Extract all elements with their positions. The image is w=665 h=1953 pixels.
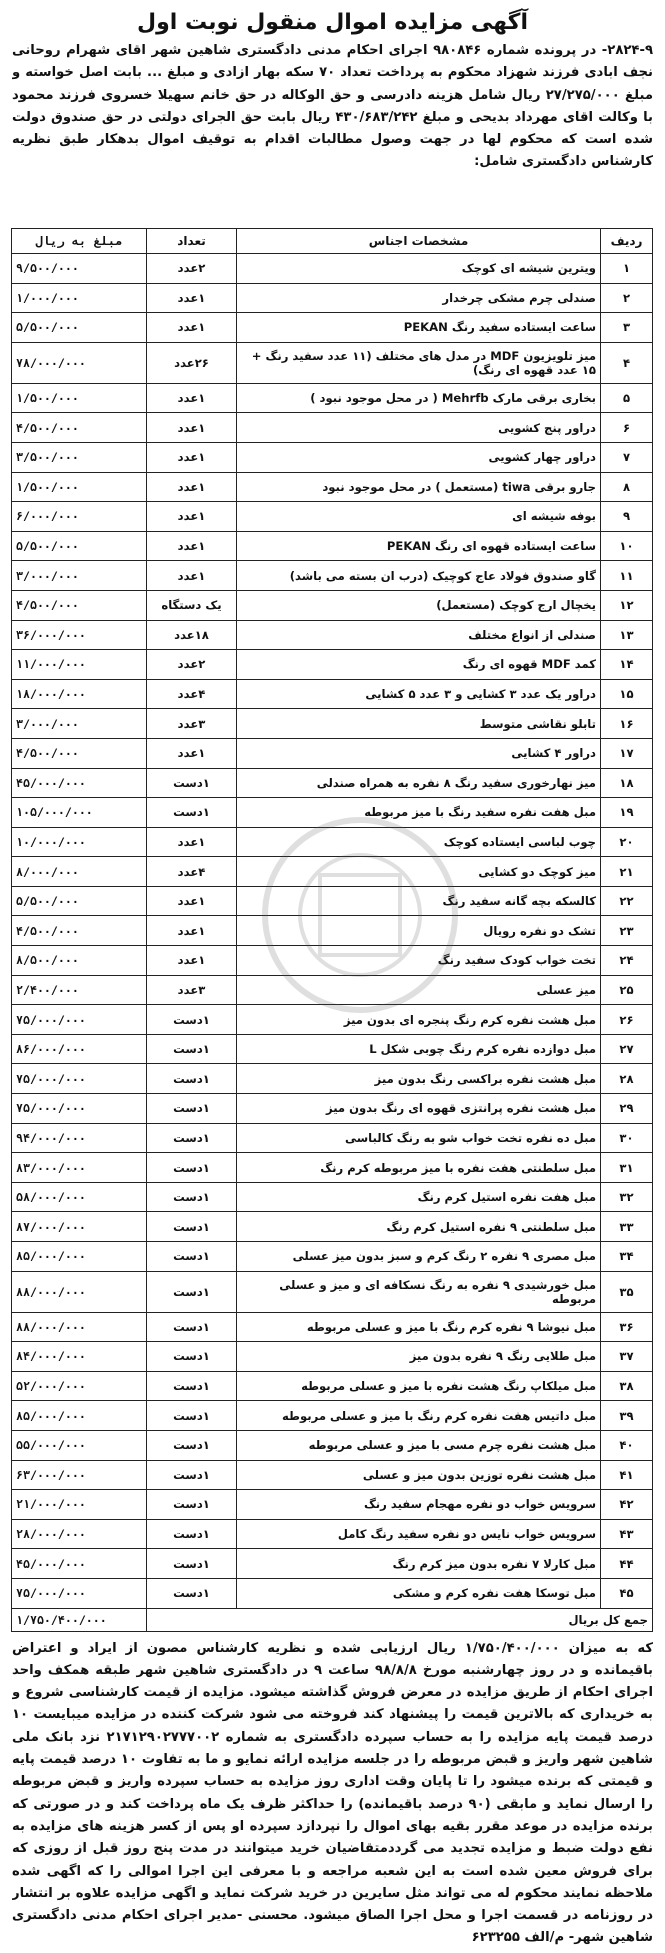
row-spec: تخت خواب کودک سفید رنگ: [237, 946, 601, 976]
row-price: ۹/۵۰۰/۰۰۰: [12, 254, 147, 284]
row-qty: ۱دست: [147, 1271, 237, 1312]
row-spec: صندلی چرم مشکی چرخدار: [237, 283, 601, 313]
row-number: ۲۳: [601, 916, 653, 946]
table-row: [12, 1064, 653, 1094]
row-number: ۴: [601, 342, 653, 383]
table-row: [12, 975, 653, 1005]
row-number: ۲۶: [601, 1005, 653, 1035]
row-number: ۱۴: [601, 650, 653, 680]
row-number: ۱۵: [601, 679, 653, 709]
row-qty: ۴عدد: [147, 857, 237, 887]
row-spec: یخچال ارج کوچک (مستعمل): [237, 590, 601, 620]
row-price: ۷۵/۰۰۰/۰۰۰: [12, 1094, 147, 1124]
row-price: ۴۵/۰۰۰/۰۰۰: [12, 1549, 147, 1579]
row-price: ۸/۵۰۰/۰۰۰: [12, 946, 147, 976]
row-price: ۲۸/۰۰۰/۰۰۰: [12, 1519, 147, 1549]
row-spec: تشک دو نفره رویال: [237, 916, 601, 946]
row-number: ۱۰: [601, 531, 653, 561]
table-row: [12, 1212, 653, 1242]
row-qty: ۱دست: [147, 1430, 237, 1460]
row-qty: ۳عدد: [147, 709, 237, 739]
row-price: ۱۱/۰۰۰/۰۰۰: [12, 650, 147, 680]
row-number: ۱۸: [601, 768, 653, 798]
row-number: ۸: [601, 472, 653, 502]
row-spec: میز عسلی: [237, 975, 601, 1005]
row-number: ۳۳: [601, 1212, 653, 1242]
row-qty: ۴عدد: [147, 679, 237, 709]
row-qty: ۱عدد: [147, 413, 237, 443]
row-price: ۳/۰۰۰/۰۰۰: [12, 561, 147, 591]
row-spec: مبل مصری ۹ نفره ۲ رنگ کرم و سبز بدون میز عسلی: [237, 1242, 601, 1272]
row-price: ۴/۵۰۰/۰۰۰: [12, 413, 147, 443]
row-qty: ۱دست: [147, 1123, 237, 1153]
row-qty: ۱دست: [147, 1212, 237, 1242]
table-header-row: [12, 229, 653, 254]
row-number: ۳: [601, 313, 653, 343]
row-price: ۸۵/۰۰۰/۰۰۰: [12, 1401, 147, 1431]
row-qty: یک دستگاه: [147, 590, 237, 620]
table-row: [12, 738, 653, 768]
row-number: ۳۹: [601, 1401, 653, 1431]
table-row: [12, 1342, 653, 1372]
row-qty: ۱عدد: [147, 946, 237, 976]
row-number: ۲: [601, 283, 653, 313]
row-price: ۷۵/۰۰۰/۰۰۰: [12, 1578, 147, 1608]
row-spec: میز تلویزیون MDF در مدل های مختلف (۱۱ عدد سفید رنگ + ۱۵ عدد قهوه ای رنگ): [237, 342, 601, 383]
row-spec: دراور یک عدد ۳ کشایی و ۳ عدد ۵ کشایی: [237, 679, 601, 709]
row-price: ۸۶/۰۰۰/۰۰۰: [12, 1034, 147, 1064]
row-qty: ۱دست: [147, 1460, 237, 1490]
table-row: [12, 442, 653, 472]
row-number: ۴۰: [601, 1430, 653, 1460]
table-row: [12, 1490, 653, 1520]
row-spec: مبل دوازده نفره کرم رنگ چوبی شکل L: [237, 1034, 601, 1064]
row-price: ۲/۴۰۰/۰۰۰: [12, 975, 147, 1005]
row-number: ۱۱: [601, 561, 653, 591]
table-row: [12, 254, 653, 284]
row-number: ۳۸: [601, 1371, 653, 1401]
row-number: ۷: [601, 442, 653, 472]
row-number: ۲۹: [601, 1094, 653, 1124]
row-spec: مبل سلطنتی هفت نفره با میز مربوطه کرم رنگ: [237, 1153, 601, 1183]
row-spec: میز کوچک دو کشایی: [237, 857, 601, 887]
table-row: [12, 1430, 653, 1460]
row-number: ۳۷: [601, 1342, 653, 1372]
row-number: ۴۳: [601, 1519, 653, 1549]
row-spec: جارو برقی tiwa (مستعمل ) در محل موجود نبود: [237, 472, 601, 502]
row-price: ۷۸/۰۰۰/۰۰۰: [12, 342, 147, 383]
table-row: [12, 709, 653, 739]
items-table: [11, 228, 653, 1632]
row-price: ۱/۰۰۰/۰۰۰: [12, 283, 147, 313]
row-qty: ۱دست: [147, 1005, 237, 1035]
row-price: ۱۰/۰۰۰/۰۰۰: [12, 827, 147, 857]
row-qty: ۳عدد: [147, 975, 237, 1005]
row-spec: مبل سلطنتی ۹ نفره استیل کرم رنگ: [237, 1212, 601, 1242]
row-spec: مبل هشت نفره براکسی رنگ بدون میز: [237, 1064, 601, 1094]
row-number: ۲۰: [601, 827, 653, 857]
row-qty: ۱دست: [147, 768, 237, 798]
row-number: ۲۵: [601, 975, 653, 1005]
row-price: ۷۵/۰۰۰/۰۰۰: [12, 1005, 147, 1035]
row-qty: ۱دست: [147, 1578, 237, 1608]
row-price: ۲۱/۰۰۰/۰۰۰: [12, 1490, 147, 1520]
row-spec: تابلو نقاشی متوسط: [237, 709, 601, 739]
row-qty: ۱دست: [147, 1094, 237, 1124]
row-price: ۴/۵۰۰/۰۰۰: [12, 916, 147, 946]
row-price: ۱۸/۰۰۰/۰۰۰: [12, 679, 147, 709]
row-qty: ۲۶عدد: [147, 342, 237, 383]
row-qty: ۱دست: [147, 1034, 237, 1064]
row-qty: ۱دست: [147, 1490, 237, 1520]
row-number: ۲۴: [601, 946, 653, 976]
table-row: [12, 531, 653, 561]
row-qty: ۱عدد: [147, 283, 237, 313]
header-qty: تعداد: [147, 229, 237, 254]
row-number: ۱۲: [601, 590, 653, 620]
row-spec: مبل توسکا هفت نفره کرم و مشکی: [237, 1578, 601, 1608]
row-spec: صندلی از انواع مختلف: [237, 620, 601, 650]
table-row: [12, 1401, 653, 1431]
table-row: [12, 1578, 653, 1608]
table-row: [12, 1094, 653, 1124]
row-price: ۱/۵۰۰/۰۰۰: [12, 383, 147, 413]
row-price: ۱/۵۰۰/۰۰۰: [12, 472, 147, 502]
table-row: [12, 472, 653, 502]
table-row: [12, 383, 653, 413]
total-value: ۱/۷۵۰/۴۰۰/۰۰۰: [12, 1608, 147, 1631]
row-spec: بوفه شیشه ای: [237, 502, 601, 532]
table-row: [12, 283, 653, 313]
row-price: ۵۲/۰۰۰/۰۰۰: [12, 1371, 147, 1401]
total-row: [12, 1608, 653, 1631]
header-row-number: ردیف: [601, 229, 653, 254]
table-body: [12, 254, 653, 1609]
row-number: ۲۲: [601, 886, 653, 916]
row-spec: مبل هشت نفره کرم رنگ پنجره ای بدون میز: [237, 1005, 601, 1035]
table-row: [12, 650, 653, 680]
row-qty: ۱دست: [147, 1312, 237, 1342]
table-row: [12, 1460, 653, 1490]
row-spec: دراور پنج کشویی: [237, 413, 601, 443]
row-spec: مبل طلایی رنگ ۹ نفره بدون میز: [237, 1342, 601, 1372]
table-row: [12, 1242, 653, 1272]
row-qty: ۱عدد: [147, 313, 237, 343]
row-spec: مبل هشت نفره توزین بدون میز و عسلی: [237, 1460, 601, 1490]
row-spec: بخاری برقی مارک Mehrfb ( در محل موجود نبود ): [237, 383, 601, 413]
notice-title: آگهی مزایده اموال منقول نوبت اول: [136, 10, 529, 35]
row-spec: مبل هشت نفره چرم مسی با میز و عسلی مربوطه: [237, 1430, 601, 1460]
row-qty: ۱دست: [147, 1342, 237, 1372]
row-number: ۱: [601, 254, 653, 284]
row-number: ۳۴: [601, 1242, 653, 1272]
row-qty: ۱عدد: [147, 738, 237, 768]
row-price: ۹۴/۰۰۰/۰۰۰: [12, 1123, 147, 1153]
row-number: ۱۷: [601, 738, 653, 768]
row-price: ۵/۵۰۰/۰۰۰: [12, 531, 147, 561]
row-qty: ۱عدد: [147, 531, 237, 561]
table-row: [12, 1005, 653, 1035]
row-price: ۴/۵۰۰/۰۰۰: [12, 738, 147, 768]
row-spec: سرویس خواب دو نفره مهجام سفید رنگ: [237, 1490, 601, 1520]
header-spec: مشخصات اجناس: [237, 229, 601, 254]
intro-paragraph: ۲۸۲۴-۹- در پرونده شماره ۹۸۰۸۴۶ اجرای احکام مدنی دادگستری شاهین شهر اقای شهرام روحانی نجف ابادی فرزند شهزاد محکوم به پرداخت تعداد ۷۰ سکه بهار ازادی و مبلغ ... بابت اصل خواسته و مبلغ ۲۷/۲۷۵/۰۰۰ ریال شامل هزینه دادرسی و حق الوکاله در حق خانم سهیلا خسروی فرزند محمود با وکالت اقای مهرداد بدیحی و مبلغ ۴۳۰/۶۸۳/۲۴۲ ریال بابت حق الجرای دولتی در حق صندوق دولت شده است که محکوم لها در جهت وصول مطالبات اقدام به توقیف اموال بدهکار طبق نظریه کارشناس دادگستری شامل:: [12, 43, 653, 170]
row-qty: ۱دست: [147, 1371, 237, 1401]
table-row: [12, 827, 653, 857]
table-row: [12, 561, 653, 591]
row-qty: ۱دست: [147, 1153, 237, 1183]
row-spec: مبل میلکاپ رنگ هشت نفره با میز و عسلی مربوطه: [237, 1371, 601, 1401]
row-price: ۱۰۵/۰۰۰/۰۰۰: [12, 798, 147, 828]
table-row: [12, 857, 653, 887]
row-qty: ۱دست: [147, 1519, 237, 1549]
table-row: [12, 502, 653, 532]
row-price: ۸۸/۰۰۰/۰۰۰: [12, 1271, 147, 1312]
row-spec: مبل هفت نفره استیل کرم رنگ: [237, 1182, 601, 1212]
row-price: ۳۶/۰۰۰/۰۰۰: [12, 620, 147, 650]
row-number: ۲۱: [601, 857, 653, 887]
row-spec: مبل هشت نفره پرانتزی قهوه ای رنگ بدون میز: [237, 1094, 601, 1124]
row-number: ۴۵: [601, 1578, 653, 1608]
row-spec: سرویس خواب نایس دو نفره سفید رنگ کامل: [237, 1519, 601, 1549]
row-number: ۱۶: [601, 709, 653, 739]
total-label: جمع کل بریال: [147, 1608, 653, 1631]
row-number: ۴۴: [601, 1549, 653, 1579]
row-spec: میز نهارخوری سفید رنگ ۸ نفره به همراه صندلی: [237, 768, 601, 798]
table-row: [12, 1371, 653, 1401]
row-qty: ۱دست: [147, 798, 237, 828]
table-row: [12, 1123, 653, 1153]
row-price: ۵۵/۰۰۰/۰۰۰: [12, 1430, 147, 1460]
table-row: [12, 1182, 653, 1212]
row-spec: مبل نیوشا ۹ نفره کرم رنگ با میز و عسلی مربوطه: [237, 1312, 601, 1342]
row-number: ۳۶: [601, 1312, 653, 1342]
table-row: [12, 1034, 653, 1064]
table-row: [12, 1549, 653, 1579]
row-number: ۳۵: [601, 1271, 653, 1312]
row-qty: ۱عدد: [147, 916, 237, 946]
row-price: ۶/۰۰۰/۰۰۰: [12, 502, 147, 532]
row-qty: ۱دست: [147, 1064, 237, 1094]
row-spec: مبل ده نفره تخت خواب شو به رنگ کالباسی: [237, 1123, 601, 1153]
row-price: ۶۳/۰۰۰/۰۰۰: [12, 1460, 147, 1490]
row-price: ۴۵/۰۰۰/۰۰۰: [12, 768, 147, 798]
row-qty: ۱دست: [147, 1549, 237, 1579]
row-number: ۳۱: [601, 1153, 653, 1183]
row-spec: ساعت ایستاده سفید رنگ PEKAN: [237, 313, 601, 343]
row-qty: ۱عدد: [147, 886, 237, 916]
row-qty: ۱عدد: [147, 442, 237, 472]
row-qty: ۱عدد: [147, 561, 237, 591]
row-spec: مبل کارلا ۷ نفره بدون میز کرم رنگ: [237, 1549, 601, 1579]
row-spec: کالسکه بچه گانه سفید رنگ: [237, 886, 601, 916]
table-row: [12, 679, 653, 709]
table-row: [12, 1312, 653, 1342]
row-price: ۸۷/۰۰۰/۰۰۰: [12, 1212, 147, 1242]
table-row: [12, 342, 653, 383]
row-spec: مبل داتیس هفت نفره کرم رنگ با میز و عسلی مربوطه: [237, 1401, 601, 1431]
row-price: ۸۸/۰۰۰/۰۰۰: [12, 1312, 147, 1342]
row-qty: ۲عدد: [147, 650, 237, 680]
row-spec: دراور چهار کشویی: [237, 442, 601, 472]
row-number: ۳۰: [601, 1123, 653, 1153]
table-row: [12, 590, 653, 620]
row-price: ۸۳/۰۰۰/۰۰۰: [12, 1153, 147, 1183]
row-qty: ۱دست: [147, 1182, 237, 1212]
row-number: ۲۸: [601, 1064, 653, 1094]
row-spec: ویترین شیشه ای کوچک: [237, 254, 601, 284]
row-spec: کمد MDF قهوه ای رنگ: [237, 650, 601, 680]
table-row: [12, 1519, 653, 1549]
row-qty: ۲عدد: [147, 254, 237, 284]
table-row: [12, 916, 653, 946]
row-number: ۲۷: [601, 1034, 653, 1064]
table-row: [12, 1153, 653, 1183]
row-price: ۸/۰۰۰/۰۰۰: [12, 857, 147, 887]
row-spec: دراور ۴ کشایی: [237, 738, 601, 768]
row-number: ۱۳: [601, 620, 653, 650]
row-qty: ۱عدد: [147, 472, 237, 502]
row-price: ۴/۵۰۰/۰۰۰: [12, 590, 147, 620]
row-number: ۵: [601, 383, 653, 413]
table-row: [12, 313, 653, 343]
row-price: ۷۵/۰۰۰/۰۰۰: [12, 1064, 147, 1094]
row-number: ۴۱: [601, 1460, 653, 1490]
table-row: [12, 620, 653, 650]
row-qty: ۱دست: [147, 1242, 237, 1272]
row-price: ۵/۵۰۰/۰۰۰: [12, 313, 147, 343]
table-row: [12, 886, 653, 916]
row-number: ۹: [601, 502, 653, 532]
row-price: ۳/۵۰۰/۰۰۰: [12, 442, 147, 472]
row-price: ۸۴/۰۰۰/۰۰۰: [12, 1342, 147, 1372]
row-spec: گاو صندوق فولاد عاج کوچیک (درب ان بسته می باشد): [237, 561, 601, 591]
row-price: ۳/۰۰۰/۰۰۰: [12, 709, 147, 739]
row-qty: ۱عدد: [147, 383, 237, 413]
row-number: ۱۹: [601, 798, 653, 828]
closing-paragraph: که به میزان ۱/۷۵۰/۴۰۰/۰۰۰ ریال ارزیابی شده و نظریه کارشناس مصون از ایراد و اعتراض باقیمانده و در روز چهارشنبه مورخ ۹۸/۸/۸ ساعت ۹ در دادگستری شاهین شهر طبقه همکف واحد اجرای احکام از طریق مزایده در معرض فروش گذاشته میشود. مزایده از قیمت کارشناسی شروع و به خریداری که بالاترین قیمت را پیشنهاد کند فروخته می شود شرکت کننده در مزایده میبایست ۱۰ درصد قیمت پایه مزایده را به حساب سپرده دادگستری به شماره ۲۱۷۱۲۹۰۲۷۷۷۰۰۲ نزد بانک ملی شاهین شهر واریز و قبض مربوطه را در جلسه مزایده ارائه نمایو و ما به تفاوت ۱۰ درصد قیمت پایه و قیمتی که برنده میشود را تا پایان وقت اداری روز مزایده به حساب سپرده واریز و قبض مربوطه را ارسال نماید و مابقی (۹۰ درصد باقیمانده) را حداکثر ظرف یک ماه پرداخت کند و در صورتی که برنده مزایده در موعد مقرر بقیه بهای اموال را نپردازد سپرده او پس از کسر هزینه های مزایده به نفع دولت ضبط و مزایده تجدید می گرددمتقاضیان خرید میتوانند در مدت پنج روز قبل از روزی که برای فروش معین شده است به این شعبه مراجعه و با معرفی این اجرا اموالی را که اگهی شده ملاحظه نمایند محکوم له می تواند مثل سایرین در خرید شرکت نماید و اگهی مزایده علاوه بر انتشار در روزنامه در قسمت اجرا و محل اجرا الصاق میشود. محسنی -مدیر اجرای احکام مدنی دادگستری شاهین شهر- م/الف ۶۲۳۲۵۵: [12, 1640, 653, 1946]
row-spec: مبل خورشیدی ۹ نفره به رنگ نسکافه ای و میز و عسلی مربوطه: [237, 1271, 601, 1312]
row-spec: چوب لباسی ایستاده کوچک: [237, 827, 601, 857]
table-row: [12, 413, 653, 443]
table-row: [12, 768, 653, 798]
table-row: [12, 946, 653, 976]
table-row: [12, 1271, 653, 1312]
row-number: ۶: [601, 413, 653, 443]
row-number: ۴۲: [601, 1490, 653, 1520]
row-qty: ۱عدد: [147, 827, 237, 857]
row-price: ۵/۵۰۰/۰۰۰: [12, 886, 147, 916]
table-row: [12, 798, 653, 828]
row-qty: ۱دست: [147, 1401, 237, 1431]
row-spec: مبل هفت نفره سفید رنگ با میز مربوطه: [237, 798, 601, 828]
row-number: ۳۲: [601, 1182, 653, 1212]
row-price: ۸۵/۰۰۰/۰۰۰: [12, 1242, 147, 1272]
row-qty: ۱عدد: [147, 502, 237, 532]
row-price: ۵۸/۰۰۰/۰۰۰: [12, 1182, 147, 1212]
row-spec: ساعت ایستاده قهوه ای رنگ PEKAN: [237, 531, 601, 561]
header-price: مبلغ به ریال: [12, 229, 147, 254]
row-qty: ۱۸عدد: [147, 620, 237, 650]
